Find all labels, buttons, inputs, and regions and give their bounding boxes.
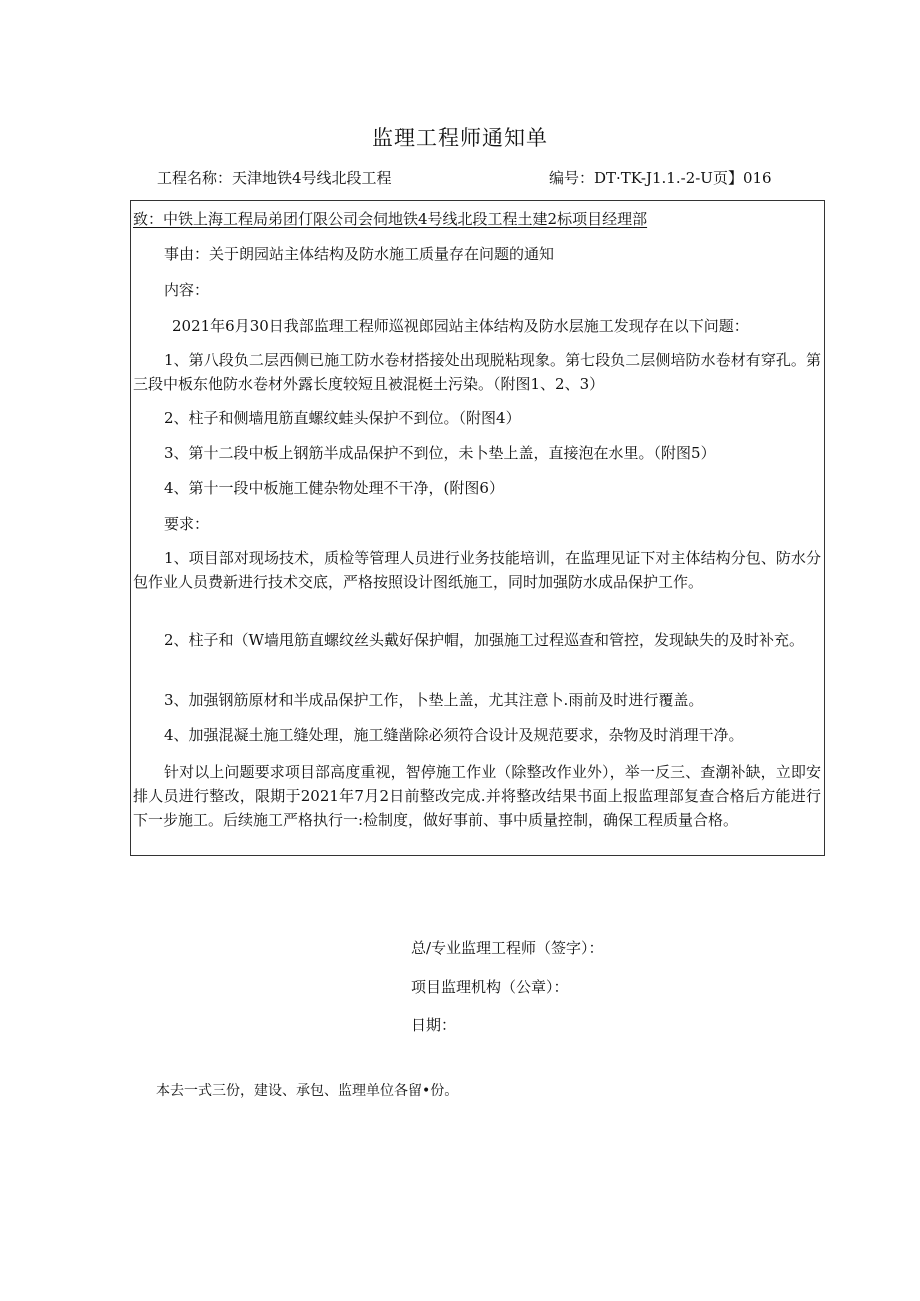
recipient: 致：中铁上海工程局弟团仃限公司会伺地铁4号线北段工程土建2标项目经理部 xyxy=(133,210,648,228)
engineer-signature-line: 总/专业监理工程师（签字）： xyxy=(411,939,604,957)
conclusion-paragraph: 针对以上问题要求项目部高度重视，智停施工作业（除整改作业外），举一反三、查潮补缺，立即安排人员进行整改，限期于2021年7月2日前整改完成.并将整改结果书面上报监理部复查合格后方能进行下一步施工。后续施工严格执行一:检制度，做好事前、事中质量控制，确保工程质量合格。 xyxy=(133,763,821,829)
requirement-item: 3、加强钢筋原材和半成品保护工作，卜垫上盖，尤其注意卜.雨前及时进行覆盖。 xyxy=(164,691,704,709)
issue-item: 2、柱子和侧墙甩筋直螺纹蛙头保护不到位。（附图4） xyxy=(164,409,521,427)
date-line: 日期： xyxy=(411,1016,457,1034)
subject: 事由：关于朗园站主体结构及防水施工质量存在问题的通知 xyxy=(164,245,555,263)
issue-item: 4、第十一段中板施工健杂物处理不干净，(附图6） xyxy=(164,479,504,497)
footer-note: 本去一式三份，建设、承包、监理单位各留•份。 xyxy=(156,1083,459,1099)
document-number: 编号：DT·TK-J1.1.-2-U页】016 xyxy=(549,169,772,187)
requirement-item: 1、项目部对现场技术，质检等管理人员进行业务技能培训，在监理见证下对主体结构分包、防水分包作业人员费新进行技术交底，严格按照设计图纸施工，同时加强防水成品保护工作。 xyxy=(133,549,821,591)
requirement-item: 2、柱子和（W墙甩筋直螺纹丝头戴好保护帽，加强施工过程巡查和管控，发现缺失的及时补充。 xyxy=(164,631,804,649)
issue-item: 3、第十二段中板上钢筋半成品保护不到位，未卜垫上盖，直接泡在水里。（附图5） xyxy=(164,444,716,462)
agency-seal-line: 项目监理机构（公章）： xyxy=(411,978,569,996)
intro-paragraph: 2021年6月30日我部监理工程师巡视郎园站主体结构及防水层施工发现存在以下问题： xyxy=(172,317,749,335)
requirement-item: 4、加强混凝土施工缝处理，施工缝凿除必须符合设计及规范要求，杂物及时消理干净。 xyxy=(164,726,744,744)
page-title: 监理工程师通知单 xyxy=(372,126,548,150)
project-name: 工程名称：天津地铁4号线北段工程 xyxy=(157,169,392,187)
issue-item: 1、第八段负二层西侧已施工防水卷材搭接处出现脱粘现象。第七段负二层侧培防水卷材有穿孔。第三段中板东他防水卷材外露长度较短且被混梃土污染。（附图1、2、3） xyxy=(133,351,821,393)
content-label: 内容： xyxy=(164,281,210,299)
notice-content-box xyxy=(130,200,825,856)
requirements-label: 要求： xyxy=(164,515,210,533)
